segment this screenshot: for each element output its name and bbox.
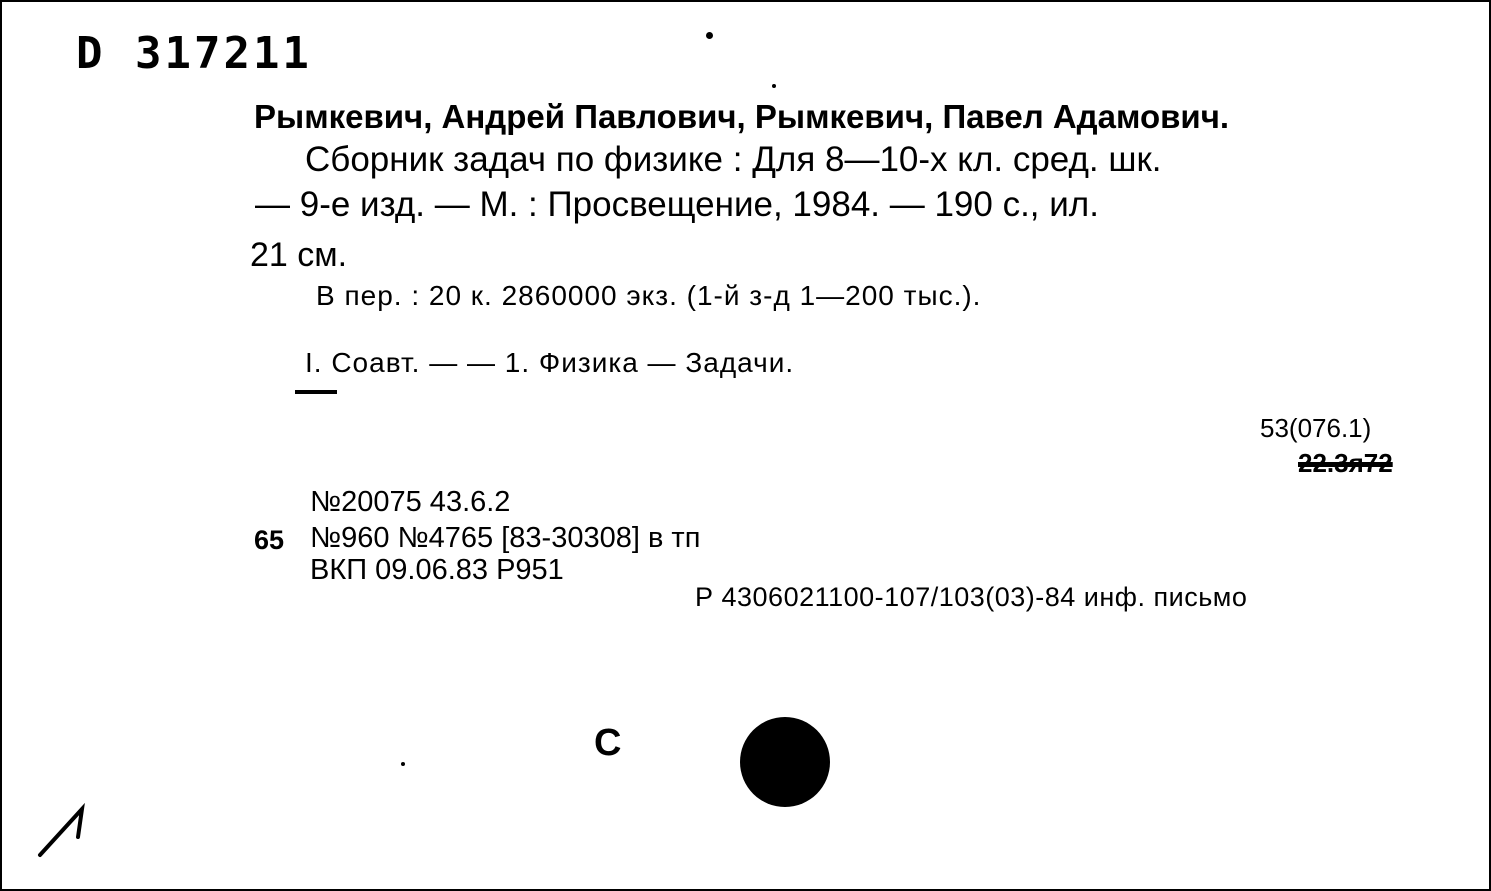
card-id: D 317211 — [76, 28, 312, 79]
price-line: В пер. : 20 к. 2860000 экз. (1-й з-д 1—200 тыс.). — [316, 280, 982, 311]
card-letter: С — [594, 722, 622, 764]
accession-line-1: №20075 43.6.2 — [310, 486, 511, 518]
ink-speck — [706, 32, 713, 39]
authors-heading: Рымкевич, Андрей Павлович, Рымкевич, Павел Адамович. — [254, 98, 1230, 135]
classification-bbk: 22.3я72 — [1298, 448, 1393, 478]
handwritten-mark — [32, 797, 92, 867]
punch-hole — [740, 717, 830, 807]
ink-speck — [401, 762, 405, 766]
tracings-line: I. Соавт. — — 1. Физика — Задачи. — [305, 347, 795, 378]
title-line-1: Сборник задач по физике : Для 8—10-х кл. сред. шк. — [305, 140, 1162, 179]
accession-line-3: ВКП 09.06.83 Р951 — [310, 554, 564, 586]
accession-count: 65 — [254, 525, 285, 555]
underline-mark — [295, 390, 337, 394]
classification-udc: 53(076.1) — [1260, 413, 1372, 443]
title-line-2: — 9-е изд. — М. : Просвещение, 1984. — 190 с., ил. — [255, 185, 1099, 224]
price-code-line: Р 4306021100-107/103(03)-84 инф. письмо — [695, 582, 1248, 612]
title-line-3: 21 см. — [250, 236, 348, 274]
ink-speck — [772, 84, 776, 88]
accession-line-2: №960 №4765 [83-30308] в тп — [310, 522, 701, 554]
